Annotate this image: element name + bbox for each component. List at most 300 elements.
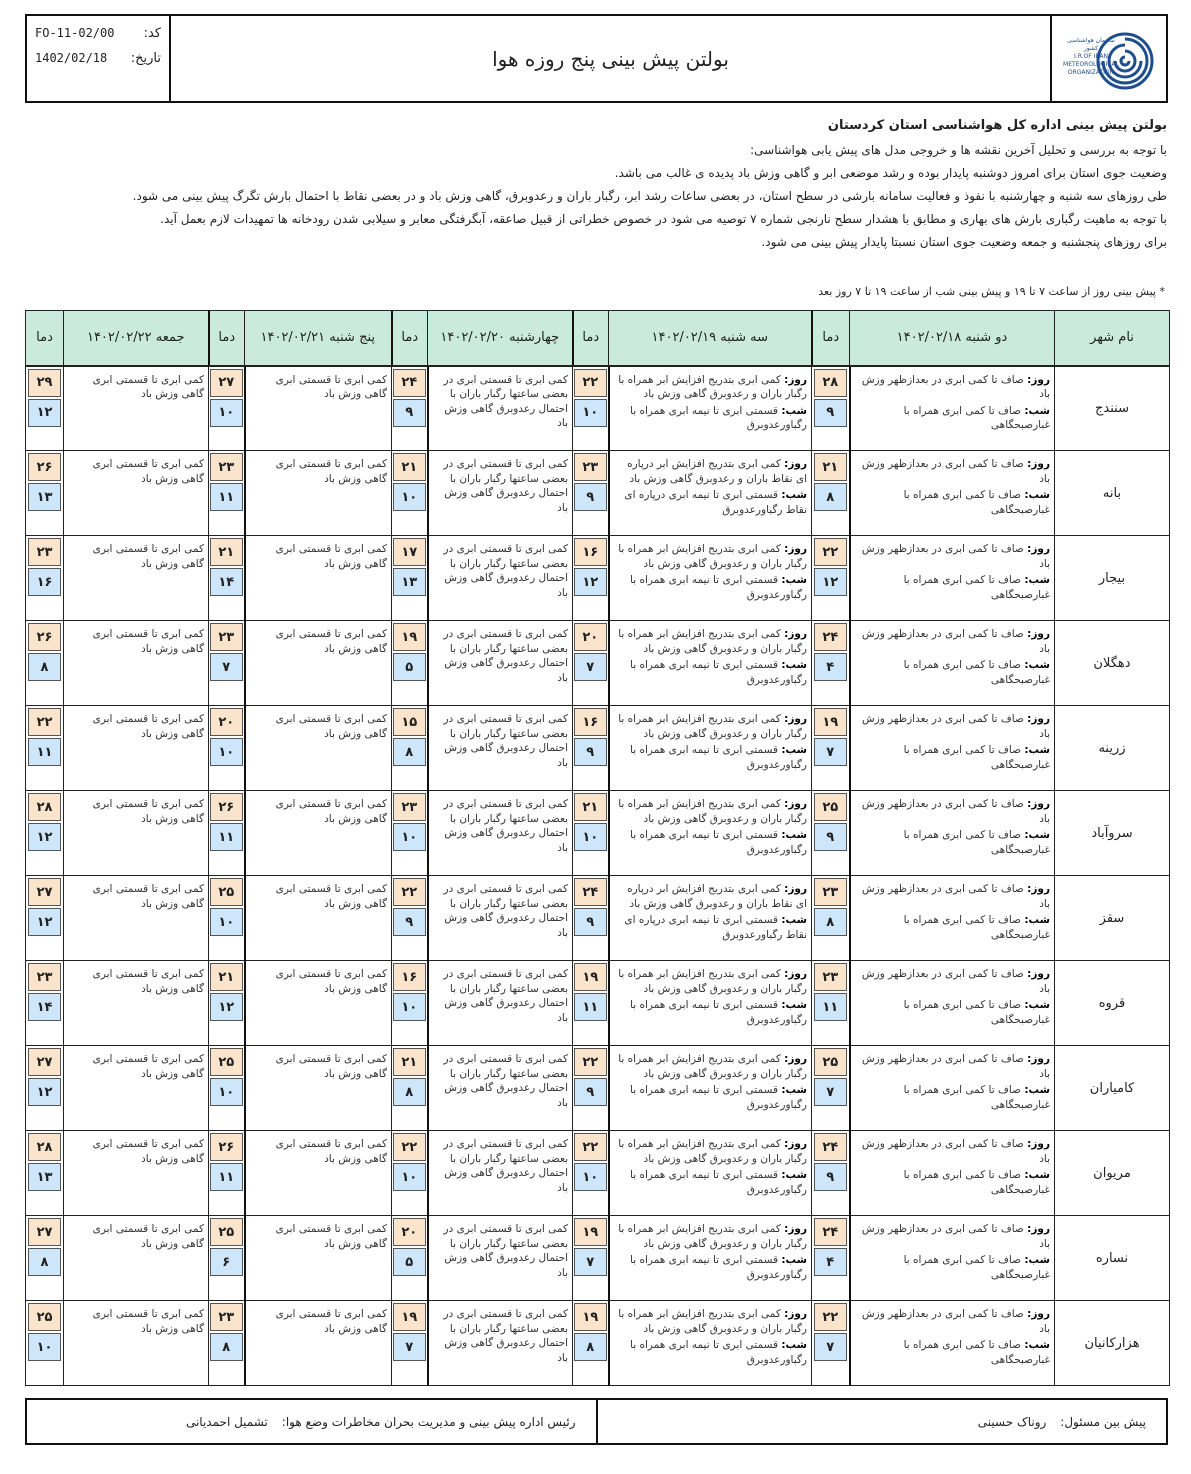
min-temp: ۱۴ <box>210 568 243 596</box>
forecast-desc-cell <box>609 1131 812 1216</box>
min-temp: ۱۲ <box>814 568 847 596</box>
forecast-text: کمی ابری تا قسمتی ابری در بعضی ساعتها رگبار باران با احتمال رعدوبرق گاهی وزش باد <box>443 798 568 854</box>
temp-cell <box>26 1131 64 1216</box>
city-name: هزارکانیان <box>1055 1301 1170 1386</box>
forecast-text: کمی ابری تا قسمتی ابری گاهی وزش باد <box>275 628 387 655</box>
min-temp: ۴ <box>814 653 847 681</box>
forecast-desc-cell <box>609 536 812 621</box>
max-temp: ۲۵ <box>210 878 243 906</box>
night-forecast: شب: صاف تا کمی ابری همراه با غبارصبحگاهی <box>903 829 1050 856</box>
max-temp: ۲۱ <box>210 538 243 566</box>
city-name: سنندج <box>1055 366 1170 451</box>
max-temp: ۲۲ <box>574 369 607 397</box>
max-temp: ۱۹ <box>574 1218 607 1246</box>
day-forecast: روز: صاف تا کمی ابری در بعدازظهر وزش باد <box>861 798 1050 825</box>
night-forecast: شب: صاف تا کمی ابری همراه با غبارصبحگاهی <box>903 1339 1050 1366</box>
forecast-desc-cell <box>850 366 1055 451</box>
forecast-desc-cell <box>245 1301 392 1386</box>
max-temp: ۲۶ <box>28 623 61 651</box>
min-temp: ۱۰ <box>393 483 426 511</box>
forecast-desc-cell <box>609 1046 812 1131</box>
temp-cell <box>392 1301 428 1386</box>
night-forecast: شب: قسمتی ابری تا نیمه ابری درپاره ای نقاط رگباورعدوبرق <box>624 914 807 941</box>
forecast-text: کمی ابری تا قسمتی ابری گاهی وزش باد <box>275 1223 387 1250</box>
forecast-text: کمی ابری تا قسمتی ابری گاهی وزش باد <box>275 458 387 485</box>
forecast-text: کمی ابری تا قسمتی ابری گاهی وزش باد <box>92 628 204 655</box>
temp-cell <box>26 876 64 961</box>
temp-cell <box>812 451 850 536</box>
forecast-desc-cell <box>428 621 573 706</box>
max-temp: ۲۳ <box>210 453 243 481</box>
forecast-text: کمی ابری تا قسمتی ابری گاهی وزش باد <box>92 798 204 825</box>
max-temp: ۲۵ <box>814 793 847 821</box>
head-label: رئیس اداره پیش بینی و مدیریت بحران مخاطرات وضع هوا: <box>281 1414 576 1429</box>
temp-column-header: دما <box>392 311 428 366</box>
signature-footer <box>25 1398 1168 1445</box>
forecast-desc-cell <box>64 1216 209 1301</box>
night-forecast: شب: صاف تا کمی ابری همراه با غبارصبحگاهی <box>903 489 1050 516</box>
day-forecast: روز: کمی ابری بتدریج افزایش ابر همراه با رگبار باران و رعدوبرق گاهی وزش باد <box>618 968 807 995</box>
day-forecast: روز: کمی ابری بتدریج افزایش ابر همراه با رگبار باران و رعدوبرق گاهی وزش باد <box>618 713 807 740</box>
forecast-text: کمی ابری تا قسمتی ابری در بعضی ساعتها رگبار باران با احتمال رعدوبرق گاهی وزش باد <box>443 1053 568 1109</box>
day-forecast: روز: صاف تا کمی ابری در بعدازظهر وزش باد <box>861 1053 1050 1080</box>
night-forecast: شب: صاف تا کمی ابری همراه با غبارصبحگاهی <box>903 999 1050 1026</box>
temp-cell <box>209 791 245 876</box>
night-forecast: شب: قسمتی ابری تا نیمه ابری همراه با رگباورعدوبرق <box>630 829 807 856</box>
temp-cell <box>573 1046 609 1131</box>
forecast-desc-cell <box>64 706 209 791</box>
min-temp: ۱۰ <box>574 399 607 427</box>
temp-cell <box>209 1301 245 1386</box>
city-name: کامیاران <box>1055 1046 1170 1131</box>
forecast-text: کمی ابری تا قسمتی ابری گاهی وزش باد <box>92 1053 204 1080</box>
forecast-text: کمی ابری تا قسمتی ابری در بعضی ساعتها رگبار باران با احتمال رعدوبرق گاهی وزش باد <box>443 883 568 939</box>
forecast-text: کمی ابری تا قسمتی ابری در بعضی ساعتها رگبار باران با احتمال رعدوبرق گاهی وزش باد <box>443 543 568 599</box>
forecast-text: کمی ابری تا قسمتی ابری گاهی وزش باد <box>275 713 387 740</box>
day-forecast: روز: صاف تا کمی ابری در بعدازظهر وزش باد <box>861 968 1050 995</box>
forecast-desc-cell <box>245 536 392 621</box>
forecast-desc-cell <box>609 791 812 876</box>
night-forecast: شب: صاف تا کمی ابری همراه با غبارصبحگاهی <box>903 404 1050 431</box>
forecast-desc-cell <box>850 1301 1055 1386</box>
bulletin-header <box>25 14 1168 103</box>
min-temp: ۱۲ <box>210 993 243 1021</box>
min-temp: ۹ <box>814 1163 847 1191</box>
head-name: تشمیل احمدیانی <box>185 1414 268 1429</box>
doc-meta <box>27 16 171 101</box>
temp-cell <box>392 791 428 876</box>
night-forecast: شب: قسمتی ابری تا نیمه ابری همراه با رگباورعدوبرق <box>630 404 807 431</box>
city-name: سروآباد <box>1055 791 1170 876</box>
temp-cell <box>812 366 850 451</box>
max-temp: ۲۷ <box>210 369 243 397</box>
forecast-desc-cell <box>64 1301 209 1386</box>
table-row <box>26 621 1170 706</box>
forecast-desc-cell <box>609 706 812 791</box>
min-temp: ۱۶ <box>28 568 61 596</box>
temp-cell <box>573 791 609 876</box>
temp-cell <box>573 1301 609 1386</box>
min-temp: ۷ <box>814 738 847 766</box>
min-temp: ۸ <box>28 1248 61 1276</box>
max-temp: ۲۳ <box>210 1303 243 1331</box>
day-forecast: روز: کمی ابری بتدریج افزایش ابر همراه با رگبار باران و رعدوبرق گاهی وزش باد <box>618 1308 807 1335</box>
forecast-desc-cell <box>245 621 392 706</box>
night-forecast: شب: قسمتی ابری تا نیمه ابری همراه با رگباورعدوبرق <box>630 1169 807 1196</box>
temp-cell <box>812 1131 850 1216</box>
table-row <box>26 706 1170 791</box>
max-temp: ۱۶ <box>574 538 607 566</box>
intro-title: بولتن پیش بینی اداره کل هواشناسی استان کردستان <box>827 118 1167 133</box>
max-temp: ۲۲ <box>393 1133 426 1161</box>
min-temp: ۱۰ <box>210 399 243 427</box>
forecast-text: کمی ابری تا قسمتی ابری در بعضی ساعتها رگبار باران با احتمال رعدوبرق گاهی وزش باد <box>443 1138 568 1194</box>
night-forecast: شب: قسمتی ابری تا نیمه ابری همراه با رگباورعدوبرق <box>630 999 807 1026</box>
forecast-desc-cell <box>609 1216 812 1301</box>
temp-cell <box>26 961 64 1046</box>
table-row <box>26 1301 1170 1386</box>
min-temp: ۱۳ <box>393 568 426 596</box>
table-row <box>26 961 1170 1046</box>
table-row <box>26 536 1170 621</box>
day-forecast: روز: کمی ابری بتدریج افزایش ابر درپاره ای نقاط باران و رعدوبرق گاهی وزش باد <box>627 883 807 910</box>
temp-column-header: دما <box>573 311 609 366</box>
min-temp: ۱۰ <box>574 823 607 851</box>
min-temp: ۸ <box>393 1078 426 1106</box>
max-temp: ۲۴ <box>814 1133 847 1161</box>
max-temp: ۱۹ <box>393 1303 426 1331</box>
temp-cell <box>392 1216 428 1301</box>
min-temp: ۷ <box>814 1078 847 1106</box>
min-temp: ۸ <box>210 1333 243 1361</box>
max-temp: ۲۳ <box>393 793 426 821</box>
max-temp: ۲۱ <box>210 963 243 991</box>
max-temp: ۲۸ <box>28 793 61 821</box>
min-temp: ۷ <box>814 1333 847 1361</box>
max-temp: ۱۶ <box>574 708 607 736</box>
forecast-desc-cell <box>850 536 1055 621</box>
forecast-desc-cell <box>609 621 812 706</box>
temp-cell <box>209 536 245 621</box>
forecast-desc-cell <box>64 1046 209 1131</box>
temp-cell <box>812 791 850 876</box>
forecast-desc-cell <box>245 961 392 1046</box>
page-title: بولتن پیش بینی پنج روزه هوا <box>492 46 729 71</box>
max-temp: ۲۳ <box>210 623 243 651</box>
max-temp: ۲۸ <box>814 369 847 397</box>
table-row <box>26 876 1170 961</box>
day-column-header: چهارشنبه ۱۴۰۲/۰۲/۲۰ <box>428 311 573 366</box>
max-temp: ۲۵ <box>210 1048 243 1076</box>
max-temp: ۲۲ <box>814 1303 847 1331</box>
city-name: بیجار <box>1055 536 1170 621</box>
forecast-time-note: * پیش بینی روز از ساعت ۷ تا ۱۹ و پیش بینی شب از ساعت ۱۹ تا ۷ روز بعد <box>818 285 1165 298</box>
temp-cell <box>573 366 609 451</box>
max-temp: ۲۳ <box>28 963 61 991</box>
forecast-desc-cell <box>850 621 1055 706</box>
temp-cell <box>392 366 428 451</box>
min-temp: ۱۱ <box>210 823 243 851</box>
intro-line: با توجه به ماهیت رگباری بارش های بهاری و مطابق با هشدار سطح نارنجی شماره ۷ توصیه می شود در خصوص خطراتی از قبیل صاعقه، آبگرفتگی معابر و سیلابی شدن رودخانه ها تمهیدات لازم بعمل آید. <box>160 212 1167 226</box>
min-temp: ۱۰ <box>393 823 426 851</box>
forecast-text: کمی ابری تا قسمتی ابری گاهی وزش باد <box>275 543 387 570</box>
forecast-desc-cell <box>428 536 573 621</box>
table-row <box>26 451 1170 536</box>
min-temp: ۸ <box>28 653 61 681</box>
min-temp: ۱۳ <box>28 1163 61 1191</box>
temp-cell <box>812 1216 850 1301</box>
min-temp: ۵ <box>393 1248 426 1276</box>
city-name: زرینه <box>1055 706 1170 791</box>
intro-line: وضعیت جوی استان برای امروز دوشنبه پایدار بوده و رشد موضعی ابر و گاهی وزش باد پدیده ی غالب می باشد. <box>614 166 1167 180</box>
max-temp: ۲۹ <box>28 369 61 397</box>
table-header-row <box>26 311 1170 366</box>
min-temp: ۷ <box>210 653 243 681</box>
temp-cell <box>392 876 428 961</box>
table-row <box>26 791 1170 876</box>
forecast-table-body <box>26 366 1170 1386</box>
forecast-desc-cell <box>64 961 209 1046</box>
temp-cell <box>26 451 64 536</box>
forecast-text: کمی ابری تا قسمتی ابری در بعضی ساعتها رگبار باران با احتمال رعدوبرق گاهی وزش باد <box>443 373 568 429</box>
day-forecast: روز: کمی ابری بتدریج افزایش ابر همراه با رگبار باران و رعدوبرق گاهی وزش باد <box>618 373 807 400</box>
forecast-text: کمی ابری تا قسمتی ابری گاهی وزش باد <box>92 883 204 910</box>
night-forecast: شب: قسمتی ابری تا نیمه ابری درپاره ای نقاط رگباورعدوبرق <box>624 489 807 516</box>
temp-cell <box>573 621 609 706</box>
forecast-desc-cell <box>64 1131 209 1216</box>
min-temp: ۱۲ <box>28 1078 61 1106</box>
forecast-desc-cell <box>64 536 209 621</box>
day-forecast: روز: صاف تا کمی ابری در بعدازظهر وزش باد <box>861 628 1050 655</box>
forecast-text: کمی ابری تا قسمتی ابری گاهی وزش باد <box>92 713 204 740</box>
day-forecast: روز: کمی ابری بتدریج افزایش ابر همراه با رگبار باران و رعدوبرق گاهی وزش باد <box>618 798 807 825</box>
min-temp: ۱۰ <box>210 908 243 936</box>
min-temp: ۹ <box>574 1078 607 1106</box>
forecast-text: کمی ابری تا قسمتی ابری گاهی وزش باد <box>92 968 204 995</box>
head-cell <box>27 1400 598 1443</box>
min-temp: ۱۱ <box>28 738 61 766</box>
forecast-text: کمی ابری تا قسمتی ابری گاهی وزش باد <box>92 543 204 570</box>
city-name: سقز <box>1055 876 1170 961</box>
min-temp: ۷ <box>574 653 607 681</box>
night-forecast: شب: قسمتی ابری تا نیمه ابری همراه با رگباورعدوبرق <box>630 1254 807 1281</box>
forecast-desc-cell <box>245 1131 392 1216</box>
temp-cell <box>209 706 245 791</box>
forecast-desc-cell <box>64 791 209 876</box>
temp-cell <box>26 536 64 621</box>
temp-cell <box>573 876 609 961</box>
forecast-desc-cell <box>609 1301 812 1386</box>
temp-cell <box>209 1131 245 1216</box>
min-temp: ۱۲ <box>574 568 607 596</box>
temp-cell <box>209 366 245 451</box>
min-temp: ۱۰ <box>393 1163 426 1191</box>
min-temp: ۸ <box>814 908 847 936</box>
max-temp: ۲۳ <box>574 453 607 481</box>
forecast-text: کمی ابری تا قسمتی ابری گاهی وزش باد <box>92 1138 204 1165</box>
night-forecast: شب: قسمتی ابری تا نیمه ابری همراه با رگباورعدوبرق <box>630 659 807 686</box>
temp-cell <box>26 621 64 706</box>
max-temp: ۲۵ <box>210 1218 243 1246</box>
max-temp: ۲۴ <box>814 623 847 651</box>
forecast-desc-cell <box>64 876 209 961</box>
temp-cell <box>812 1301 850 1386</box>
min-temp: ۴ <box>814 1248 847 1276</box>
max-temp: ۲۱ <box>574 793 607 821</box>
forecaster-name: روناک حسینی <box>977 1414 1047 1429</box>
max-temp: ۲۲ <box>814 538 847 566</box>
min-temp: ۷ <box>393 1333 426 1361</box>
forecast-desc-cell <box>64 451 209 536</box>
min-temp: ۷ <box>574 1248 607 1276</box>
forecast-desc-cell <box>850 706 1055 791</box>
temp-cell <box>812 876 850 961</box>
intro-line: با توجه به بررسی و تحلیل آخرین نقشه ها و خروجی مدل های پیش یابی هواشناسی: <box>750 143 1167 157</box>
forecast-text: کمی ابری تا قسمتی ابری در بعضی ساعتها رگبار باران با احتمال رعدوبرق گاهی وزش باد <box>443 458 568 514</box>
max-temp: ۲۳ <box>814 878 847 906</box>
day-forecast: روز: کمی ابری بتدریج افزایش ابر همراه با رگبار باران و رعدوبرق گاهی وزش باد <box>618 628 807 655</box>
temp-cell <box>812 706 850 791</box>
temp-cell <box>26 706 64 791</box>
forecast-desc-cell <box>245 706 392 791</box>
forecast-desc-cell <box>609 876 812 961</box>
temp-cell <box>209 1216 245 1301</box>
max-temp: ۲۴ <box>574 878 607 906</box>
forecast-text: کمی ابری تا قسمتی ابری گاهی وزش باد <box>92 373 204 400</box>
temp-cell <box>209 451 245 536</box>
forecast-desc-cell <box>609 451 812 536</box>
forecast-desc-cell <box>428 876 573 961</box>
day-forecast: روز: صاف تا کمی ابری در بعدازظهر وزش باد <box>861 543 1050 570</box>
day-column-header: دو شنبه ۱۴۰۲/۰۲/۱۸ <box>850 311 1055 366</box>
logo-text: سازمان هواشناسی کشور I.R.OF IRAN METEOROLOGICAL ORGANIZATION <box>1063 36 1119 76</box>
forecast-desc-cell <box>850 451 1055 536</box>
code-label: کد: <box>143 26 161 41</box>
temp-cell <box>573 1216 609 1301</box>
city-name: مریوان <box>1055 1131 1170 1216</box>
temp-cell <box>573 451 609 536</box>
night-forecast: شب: صاف تا کمی ابری همراه با غبارصبحگاهی <box>903 914 1050 941</box>
day-forecast: روز: کمی ابری بتدریج افزایش ابر همراه با رگبار باران و رعدوبرق گاهی وزش باد <box>618 1053 807 1080</box>
forecast-desc-cell <box>609 366 812 451</box>
min-temp: ۱۰ <box>28 1333 61 1361</box>
min-temp: ۹ <box>814 399 847 427</box>
forecast-text: کمی ابری تا قسمتی ابری گاهی وزش باد <box>92 1223 204 1250</box>
temp-cell <box>392 1046 428 1131</box>
day-forecast: روز: صاف تا کمی ابری در بعدازظهر وزش باد <box>861 1138 1050 1165</box>
min-temp: ۱۰ <box>393 993 426 1021</box>
day-forecast: روز: صاف تا کمی ابری در بعدازظهر وزش باد <box>861 458 1050 485</box>
min-temp: ۹ <box>393 908 426 936</box>
max-temp: ۱۷ <box>393 538 426 566</box>
max-temp: ۲۶ <box>210 793 243 821</box>
min-temp: ۶ <box>210 1248 243 1276</box>
forecast-text: کمی ابری تا قسمتی ابری گاهی وزش باد <box>275 373 387 400</box>
max-temp: ۲۴ <box>814 1218 847 1246</box>
temp-column-header: دما <box>812 311 850 366</box>
intro-line: برای روزهای پنجشنبه و جمعه وضعیت جوی استان نسبتا پایدار پیش بینی می شود. <box>761 235 1167 249</box>
forecast-desc-cell <box>428 706 573 791</box>
table-row <box>26 1131 1170 1216</box>
table-row <box>26 1216 1170 1301</box>
forecast-desc-cell <box>64 366 209 451</box>
day-forecast: روز: کمی ابری بتدریج افزایش ابر همراه با رگبار باران و رعدوبرق گاهی وزش باد <box>618 543 807 570</box>
day-column-header: پنج شنبه ۱۴۰۲/۰۲/۲۱ <box>245 311 392 366</box>
max-temp: ۱۹ <box>574 1303 607 1331</box>
temp-cell <box>573 1131 609 1216</box>
min-temp: ۱۱ <box>210 483 243 511</box>
max-temp: ۲۲ <box>28 708 61 736</box>
temp-cell <box>209 1046 245 1131</box>
max-temp: ۱۹ <box>393 623 426 651</box>
day-forecast: روز: صاف تا کمی ابری در بعدازظهر وزش باد <box>861 883 1050 910</box>
max-temp: ۲۷ <box>28 1218 61 1246</box>
temp-cell <box>392 706 428 791</box>
forecast-text: کمی ابری تا قسمتی ابری گاهی وزش باد <box>275 798 387 825</box>
forecast-text: کمی ابری تا قسمتی ابری در بعضی ساعتها رگبار باران با احتمال رعدوبرق گاهی وزش باد <box>443 628 568 684</box>
forecast-text: کمی ابری تا قسمتی ابری در بعضی ساعتها رگبار باران با احتمال رعدوبرق گاهی وزش باد <box>443 968 568 1024</box>
temp-cell <box>392 1131 428 1216</box>
day-forecast: روز: کمی ابری بتدریج افزایش ابر همراه با رگبار باران و رعدوبرق گاهی وزش باد <box>618 1223 807 1250</box>
intro-line: طی روزهای سه شنبه و چهارشنبه با نفوذ و فعالیت سامانه بارشی در سطح استان، در بعضی ساعات رشد ابر، رگبار باران و رعدوبرق، گاهی وزش باد و در بعضی نقاط با احتمال بارش تگرگ پیش بینی می شود. <box>132 189 1167 203</box>
forecaster-cell <box>598 1400 1167 1443</box>
night-forecast: شب: صاف تا کمی ابری همراه با غبارصبحگاهی <box>903 574 1050 601</box>
night-forecast: شب: قسمتی ابری تا نیمه ابری همراه با رگباورعدوبرق <box>630 1339 807 1366</box>
temp-cell <box>26 1216 64 1301</box>
min-temp: ۹ <box>574 908 607 936</box>
day-forecast: روز: صاف تا کمی ابری در بعدازظهر وزش باد <box>861 373 1050 400</box>
min-temp: ۹ <box>393 399 426 427</box>
min-temp: ۱۴ <box>28 993 61 1021</box>
forecast-desc-cell <box>428 1216 573 1301</box>
min-temp: ۹ <box>574 738 607 766</box>
forecast-text: کمی ابری تا قسمتی ابری در بعضی ساعتها رگبار باران با احتمال رعدوبرق گاهی وزش باد <box>443 1223 568 1279</box>
day-forecast: روز: صاف تا کمی ابری در بعدازظهر وزش باد <box>861 1308 1050 1335</box>
forecast-desc-cell <box>850 1216 1055 1301</box>
forecast-desc-cell <box>850 1131 1055 1216</box>
max-temp: ۲۲ <box>393 878 426 906</box>
max-temp: ۲۱ <box>814 453 847 481</box>
night-forecast: شب: صاف تا کمی ابری همراه با غبارصبحگاهی <box>903 1084 1050 1111</box>
night-forecast: شب: صاف تا کمی ابری همراه با غبارصبحگاهی <box>903 1254 1050 1281</box>
forecast-desc-cell <box>245 366 392 451</box>
min-temp: ۹ <box>574 483 607 511</box>
logo <box>1050 16 1166 101</box>
temp-cell <box>392 961 428 1046</box>
temp-cell <box>812 1046 850 1131</box>
forecast-text: کمی ابری تا قسمتی ابری گاهی وزش باد <box>92 458 204 485</box>
table-row <box>26 1046 1170 1131</box>
forecast-text: کمی ابری تا قسمتی ابری گاهی وزش باد <box>275 1308 387 1335</box>
max-temp: ۲۴ <box>393 369 426 397</box>
max-temp: ۱۵ <box>393 708 426 736</box>
forecast-desc-cell <box>850 791 1055 876</box>
min-temp: ۱۱ <box>574 993 607 1021</box>
min-temp: ۹ <box>814 823 847 851</box>
city-name: قروه <box>1055 961 1170 1046</box>
max-temp: ۲۳ <box>28 538 61 566</box>
max-temp: ۲۰ <box>574 623 607 651</box>
city-name: دهگلان <box>1055 621 1170 706</box>
max-temp: ۲۶ <box>210 1133 243 1161</box>
max-temp: ۲۷ <box>28 1048 61 1076</box>
max-temp: ۲۲ <box>574 1133 607 1161</box>
forecast-desc-cell <box>428 1046 573 1131</box>
night-forecast: شب: صاف تا کمی ابری همراه با غبارصبحگاهی <box>903 744 1050 771</box>
forecast-desc-cell <box>428 1131 573 1216</box>
forecast-text: کمی ابری تا قسمتی ابری گاهی وزش باد <box>275 1053 387 1080</box>
day-forecast: روز: کمی ابری بتدریج افزایش ابر درپاره ای نقاط باران و رعدوبرق گاهی وزش باد <box>627 458 807 485</box>
